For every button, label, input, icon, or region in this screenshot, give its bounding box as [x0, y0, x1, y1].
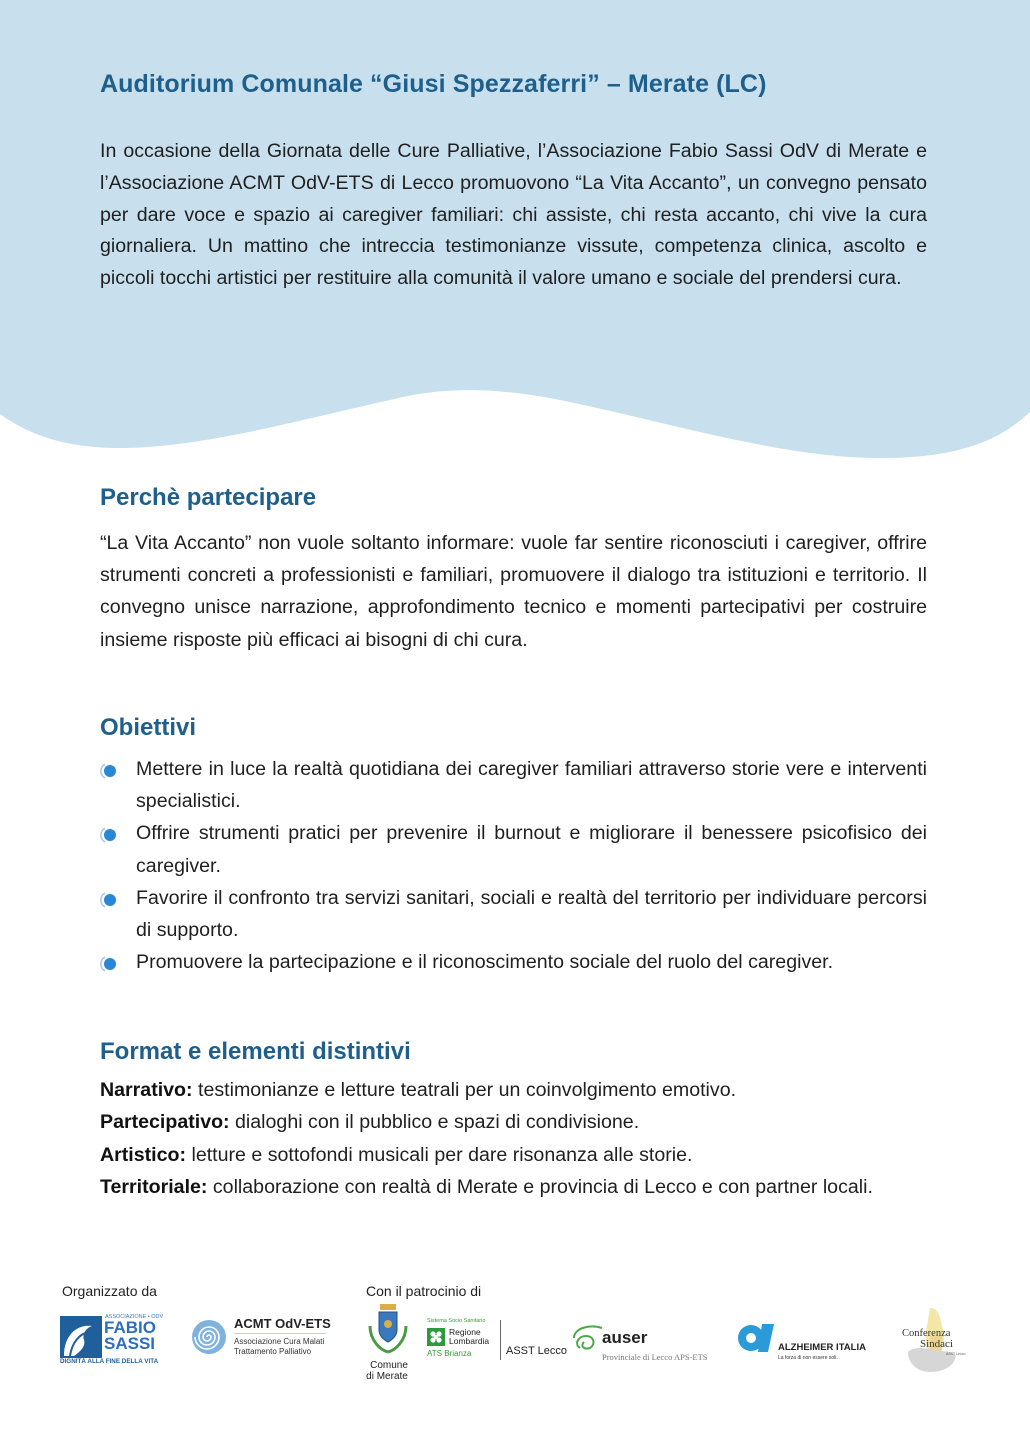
objective-text: Promuovere la partecipazione e il riconoscimento sociale del ruolo del caregiver. — [136, 951, 834, 974]
fabio-sassi-line2: SASSI — [104, 1334, 156, 1353]
objective-text: Mettere in luce la realtà quotidiana dei caregiver familiari attraverso storie vere e interventi specialistici. — [136, 758, 927, 813]
objective-item — [100, 753, 927, 817]
bullet-icon — [100, 955, 118, 973]
format-text: dialoghi con il pubblico e spazi di condivisione. — [229, 1111, 640, 1134]
acmt-logo — [190, 1314, 330, 1370]
bullet-icon — [100, 891, 118, 909]
ats-divider — [500, 1320, 501, 1360]
conferenza-sub: ASST Lecco — [946, 1352, 966, 1356]
format-label: Artistico: — [100, 1143, 187, 1166]
alzheimer-tagline: La forza di non essere soli. — [778, 1355, 838, 1361]
why-paragraph: “La Vita Accanto” non vuole soltanto informare: vuole far sentire riconosciuti i caregiver, offrire strumenti concreti a professionisti e familiari, promuovere il dialogo tra istituzioni e territorio. Il convegno unisce narrazione, approfondimento tecnico e momenti partecipativi per costruire insieme risposte più efficaci ai bisogni di chi cura. — [100, 532, 927, 651]
objective-item — [100, 882, 927, 946]
fabio-sassi-top: ASSOCIAZIONE • ODV — [105, 1314, 164, 1320]
objective-item — [100, 946, 927, 978]
why-heading: Perchè partecipare — [100, 484, 317, 511]
format-text: testimonianze e letture teatrali per un coinvolgimento emotivo. — [192, 1079, 737, 1101]
patronage-label: Con il patrocinio di — [366, 1283, 482, 1299]
lombardia-rose-icon — [427, 1328, 445, 1346]
objective-text: Favorire il confronto tra servizi sanitari, sociali e realtà del territorio per individuare percorsi di supporto. — [136, 886, 927, 942]
format-item — [100, 1139, 927, 1171]
acmt-name: ACMT OdV-ETS — [234, 1316, 331, 1331]
asst-lecco-logo: ASST Lecco — [506, 1345, 567, 1357]
fabio-sassi-logo — [60, 1314, 176, 1370]
conferenza-line2: Sindaci — [920, 1338, 953, 1350]
ats-system: Sistema Socio Sanitario — [427, 1318, 486, 1324]
ats-region2: Lombardia — [449, 1336, 490, 1346]
ats-name: ATS Brianza — [427, 1349, 472, 1358]
format-label: Territoriale: — [100, 1175, 208, 1198]
intro-paragraph: In occasione della Giornata delle Cure Palliative, l’Associazione Fabio Sassi OdV di Merate e l’Associazione ACMT OdV-ETS di Lecco promuovono “La Vita Accanto”, un convegno pensato per dare voce e spazio ai caregiver familiari: chi assiste, chi resta accanto, chi vive la cura giornaliera. Un mattino che intreccia testimonianze vissute, competenza clinica, ascolto e piccoli tocchi artistici per restituire alla comunità il valore umano e sociale del prendersi cura. — [100, 140, 927, 290]
auser-sub: Provinciale di Lecco APS-ETS — [602, 1352, 708, 1362]
format-heading: Format e elementi distintivi — [100, 1038, 411, 1065]
comune-merate-logo — [362, 1304, 412, 1384]
acmt-line2: Trattamento Palliativo — [234, 1347, 312, 1356]
format-text: letture e sottofondi musicali per dare risonanza alle storie. — [186, 1143, 693, 1166]
objective-item — [100, 817, 927, 881]
fabio-sassi-tagline: DIGNITÀ ALLA FINE DELLA VITA — [60, 1358, 159, 1365]
merate-line2: di Merate — [366, 1371, 408, 1382]
format-list — [100, 1074, 927, 1203]
conferenza-line1: Conferenza — [902, 1328, 951, 1339]
bullet-icon — [100, 826, 118, 844]
format-item — [100, 1171, 927, 1203]
auser-name: auser — [602, 1328, 648, 1347]
format-label: Partecipativo: — [100, 1111, 230, 1134]
acmt-line1: Associazione Cura Malati — [234, 1337, 325, 1346]
format-item — [100, 1074, 927, 1106]
fabio-sassi-line1: FABIO — [104, 1318, 156, 1337]
merate-line1: Comune — [370, 1360, 408, 1371]
ats-brianza-logo — [427, 1318, 507, 1364]
venue-heading: Auditorium Comunale “Giusi Spezzaferri” – Merate (LC) — [100, 70, 767, 98]
objective-text: Offrire strumenti pratici per prevenire il burnout e migliorare il benessere psicofisico dei caregiver. — [136, 822, 927, 877]
coat-of-arms-icon — [366, 1304, 410, 1358]
objectives-list — [100, 753, 927, 978]
acmt-spiral-icon — [190, 1318, 228, 1356]
organized-by-label: Organizzato da — [62, 1283, 157, 1299]
format-text: collaborazione con realtà di Merate e provincia di Lecco e con partner locali. — [207, 1175, 873, 1198]
objectives-heading: Obiettivi — [100, 714, 197, 741]
format-item — [100, 1106, 927, 1138]
format-label: Narrativo: — [100, 1079, 193, 1101]
fabio-sassi-emblem-icon — [60, 1316, 102, 1358]
bullet-icon — [100, 762, 118, 780]
acmt-divider — [234, 1333, 326, 1334]
auser-logo — [570, 1322, 730, 1364]
conferenza-sindaci-logo — [900, 1306, 970, 1376]
alzheimer-a-icon — [736, 1322, 776, 1354]
ats-region1: Regione — [449, 1327, 481, 1337]
alzheimer-italia-logo — [736, 1322, 886, 1366]
alzheimer-name: ALZHEIMER ITALIA — [778, 1342, 866, 1353]
